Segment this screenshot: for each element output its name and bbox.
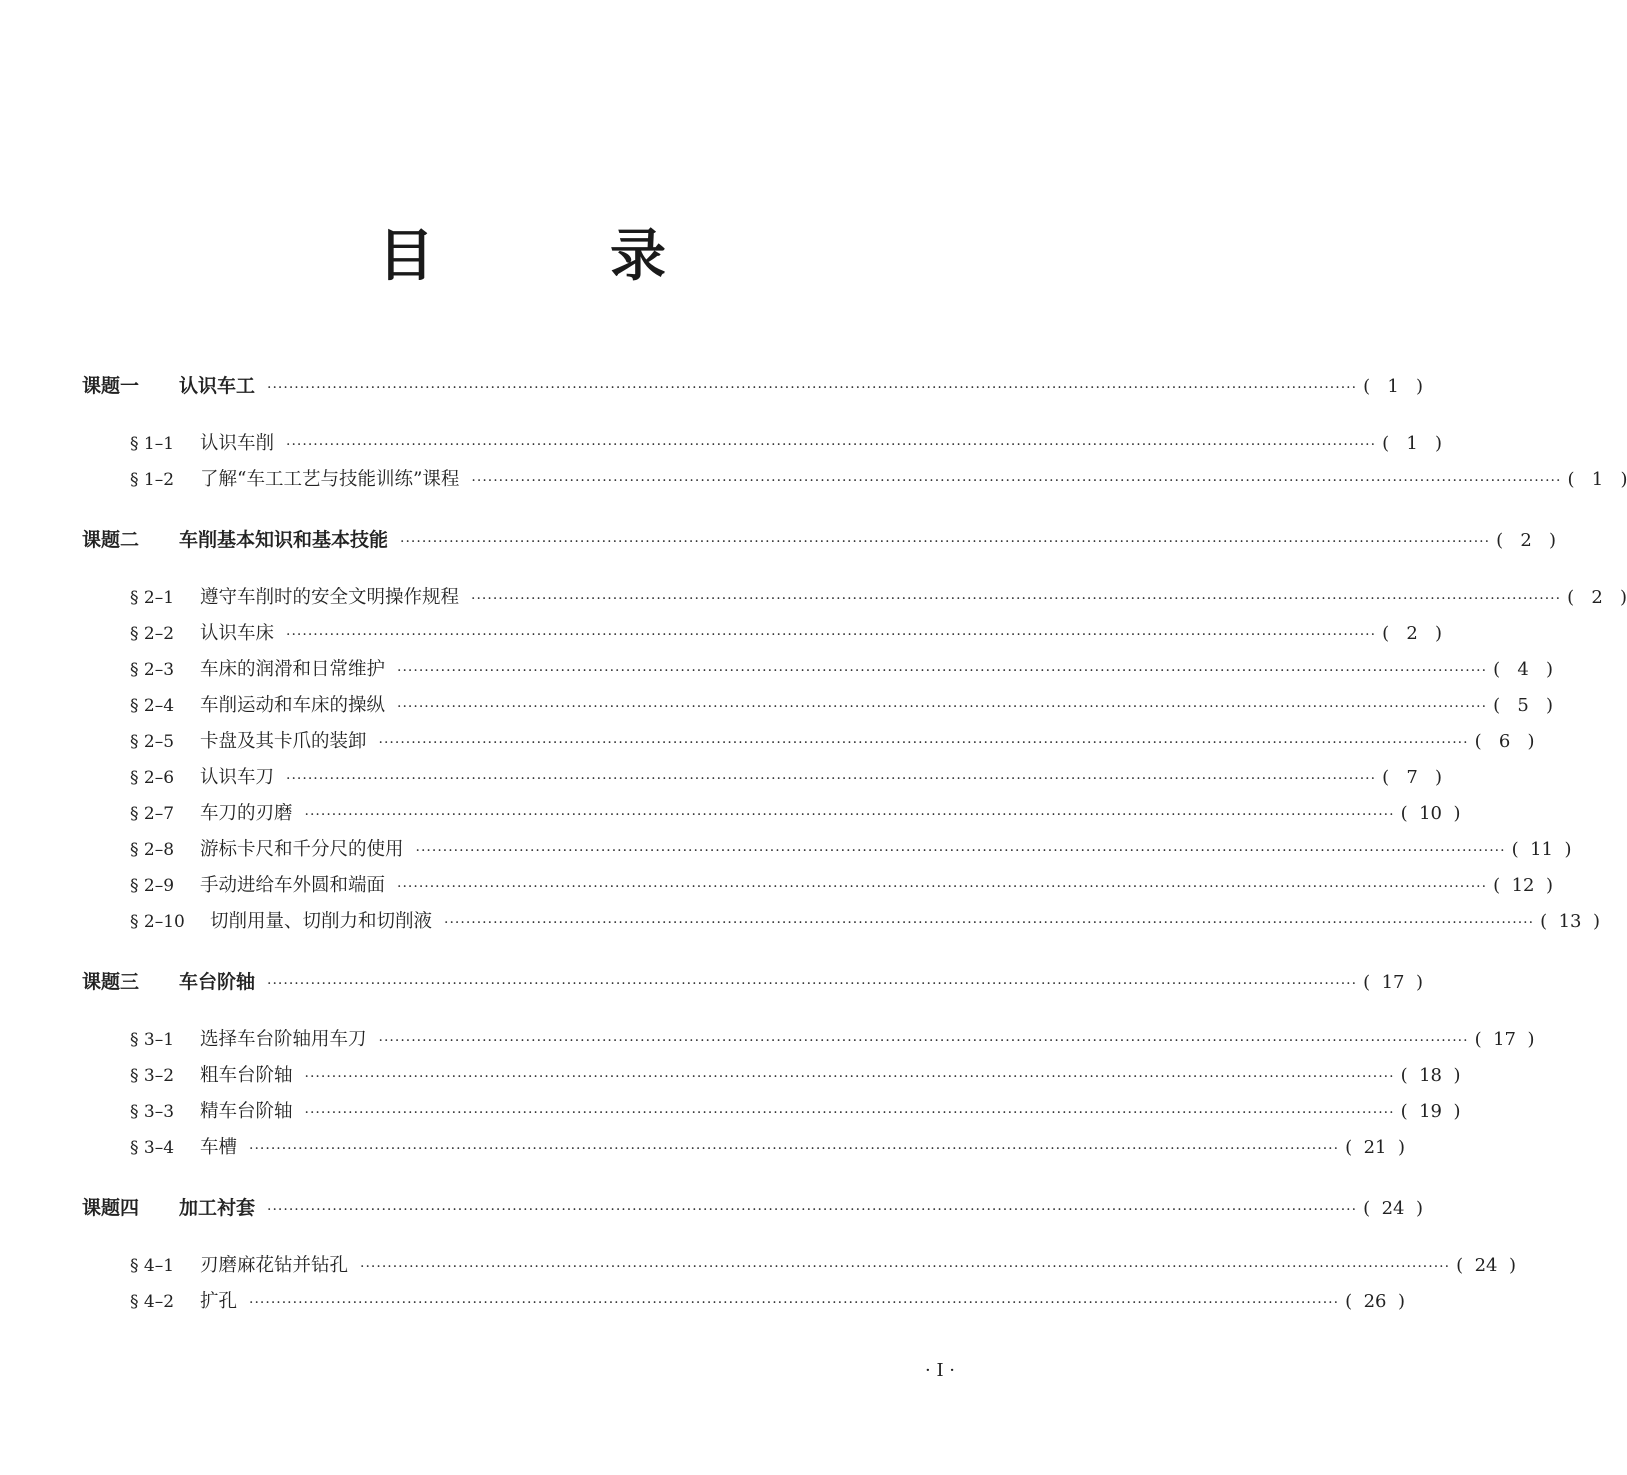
toc-section-entry[interactable] <box>82 1248 1517 1284</box>
dot-leader: ········································································································································································································ <box>304 807 1395 823</box>
dot-leader: ········································································································································································································ <box>397 699 1488 715</box>
page-number-value: 1 <box>1387 376 1399 397</box>
page-number-value: 26 <box>1363 1291 1387 1312</box>
toc-section-entry[interactable] <box>82 652 1554 688</box>
page-number-value: 11 <box>1530 839 1554 860</box>
chapter-title: 认识车工 <box>179 375 256 397</box>
page-number: ( 4 ) <box>1493 652 1553 688</box>
dot-leader: ········································································································································································································ <box>360 1259 1451 1275</box>
toc-chapter-entry[interactable] <box>82 1190 1424 1226</box>
dot-leader: ········································································································································································································ <box>249 1295 1340 1311</box>
page-number-value: 24 <box>1474 1255 1498 1276</box>
page-number-value: 18 <box>1419 1065 1443 1086</box>
section-title: 车刀的刃磨 <box>200 803 293 824</box>
section-number: § 3–3 <box>130 1102 175 1122</box>
dot-leader: ········································································································································································································ <box>471 591 1562 607</box>
section-number: § 2–10 <box>130 912 185 932</box>
page-number-value: 4 <box>1517 659 1529 680</box>
page-number: ( 17 ) <box>1363 965 1423 1001</box>
section-title: 扩孔 <box>200 1291 238 1312</box>
section-title: 切削用量、切削力和切削液 <box>210 911 433 932</box>
dot-leader: ········································································································································································································ <box>286 771 1377 787</box>
section-title: 粗车台阶轴 <box>200 1065 293 1086</box>
toc-section-entry[interactable] <box>82 760 1443 796</box>
dot-leader: ········································································································································································································ <box>397 879 1488 895</box>
toc-section-entry[interactable] <box>82 1094 1461 1130</box>
dot-leader: ········································································································································································································ <box>415 843 1506 859</box>
page-number: ( 5 ) <box>1493 688 1553 724</box>
section-title: 认识车床 <box>200 623 275 644</box>
page-number-value: 7 <box>1406 767 1418 788</box>
page-number-value: 1 <box>1406 433 1418 454</box>
page-number-value: 2 <box>1406 623 1418 644</box>
section-number: § 1–2 <box>130 470 175 490</box>
section-number: § 2–1 <box>130 588 175 608</box>
page-number-value: 13 <box>1558 911 1582 932</box>
page-folio: · I · <box>925 1360 955 1381</box>
page-number: ( 1 ) <box>1567 462 1627 498</box>
page-number-value: 17 <box>1381 972 1405 993</box>
page-number: ( 1 ) <box>1382 426 1442 462</box>
page-number-value: 1 <box>1591 469 1604 490</box>
page-number: ( 2 ) <box>1382 616 1442 652</box>
page-number: ( 11 ) <box>1512 832 1572 868</box>
section-number: § 4–2 <box>130 1292 175 1312</box>
page-number-value: 10 <box>1419 803 1443 824</box>
dot-leader: ········································································································································································································ <box>378 1033 1469 1049</box>
dot-leader: ········································································································································································································ <box>304 1069 1395 1085</box>
page-number: ( 2 ) <box>1567 580 1627 616</box>
page-number: ( 18 ) <box>1401 1058 1461 1094</box>
toc-section-entry[interactable] <box>82 1058 1461 1094</box>
page-number: ( 10 ) <box>1401 796 1461 832</box>
chapter-number: 课题三 <box>82 971 140 993</box>
chapter-number: 课题一 <box>82 375 140 397</box>
toc-section-entry[interactable] <box>82 724 1535 760</box>
chapter-title: 车削基本知识和基本技能 <box>179 529 389 551</box>
section-title: 认识车刀 <box>200 767 275 788</box>
toc-section-entry[interactable] <box>82 580 1627 616</box>
toc-chapter-entry[interactable] <box>82 522 1557 558</box>
toc-chapter-entry[interactable] <box>82 964 1424 1000</box>
dot-leader: ········································································································································································································ <box>444 915 1535 931</box>
page-number-value: 21 <box>1363 1137 1387 1158</box>
toc-section-entry[interactable] <box>82 1022 1535 1058</box>
toc-section-entry[interactable] <box>82 796 1461 832</box>
toc-section-entry[interactable] <box>82 868 1554 904</box>
page-number-value: 5 <box>1517 695 1529 716</box>
section-number: § 2–2 <box>130 624 175 644</box>
dot-leader: ········································································································································································································ <box>400 534 1491 550</box>
section-number: § 1–1 <box>130 434 175 454</box>
dot-leader: ········································································································································································································ <box>267 976 1358 992</box>
toc-chapter-entry[interactable] <box>82 368 1424 404</box>
section-title: 选择车台阶轴用车刀 <box>200 1029 367 1050</box>
section-number: § 3–2 <box>130 1066 175 1086</box>
page-number: ( 7 ) <box>1382 760 1442 796</box>
page-number: ( 21 ) <box>1345 1130 1405 1166</box>
dot-leader: ········································································································································································································ <box>286 627 1377 643</box>
page-title: 目 录 <box>378 224 726 289</box>
section-title: 游标卡尺和千分尺的使用 <box>200 839 404 860</box>
section-number: § 2–7 <box>130 804 175 824</box>
page-number: ( 26 ) <box>1345 1284 1405 1320</box>
page-number: ( 12 ) <box>1493 868 1553 904</box>
page-number-value: 17 <box>1493 1029 1517 1050</box>
page-number: ( 24 ) <box>1363 1191 1423 1227</box>
chapter-title: 加工衬套 <box>179 1197 256 1219</box>
section-number: § 4–1 <box>130 1256 175 1276</box>
section-number: § 2–5 <box>130 732 175 752</box>
page-number-value: 6 <box>1498 731 1511 752</box>
section-title: 精车台阶轴 <box>200 1101 293 1122</box>
table-of-contents <box>82 368 1627 1320</box>
dot-leader: ········································································································································································································ <box>249 1141 1340 1157</box>
page-number: ( 2 ) <box>1496 523 1556 559</box>
section-title: 车槽 <box>200 1137 238 1158</box>
section-title: 遵守车削时的安全文明操作规程 <box>200 587 460 608</box>
toc-section-entry[interactable] <box>82 688 1554 724</box>
section-number: § 2–6 <box>130 768 175 788</box>
section-number: § 2–8 <box>130 840 175 860</box>
page-number: ( 24 ) <box>1456 1248 1516 1284</box>
page-number-value: 19 <box>1419 1101 1443 1122</box>
chapter-number: 课题四 <box>82 1197 140 1219</box>
toc-section-entry[interactable] <box>82 426 1443 462</box>
toc-section-entry[interactable] <box>82 904 1601 940</box>
section-number: § 2–4 <box>130 696 175 716</box>
page-number-value: 2 <box>1591 587 1603 608</box>
dot-leader: ········································································································································································································ <box>397 663 1488 679</box>
section-title: 刃磨麻花钻并钻孔 <box>200 1255 349 1276</box>
section-title: 卡盘及其卡爪的装卸 <box>200 731 367 752</box>
page-number-value: 2 <box>1520 530 1532 551</box>
section-number: § 3–1 <box>130 1030 175 1050</box>
dot-leader: ········································································································································································································ <box>286 437 1377 453</box>
toc-section-entry[interactable] <box>82 832 1572 868</box>
section-title: 车削运动和车床的操纵 <box>200 695 386 716</box>
section-title: 车床的润滑和日常维护 <box>200 659 386 680</box>
section-title: 认识车削 <box>200 433 275 454</box>
page-number: ( 17 ) <box>1475 1022 1535 1058</box>
dot-leader: ········································································································································································································ <box>378 735 1469 751</box>
toc-section-entry[interactable] <box>82 1284 1406 1320</box>
chapter-title: 车台阶轴 <box>179 971 256 993</box>
page-number: ( 13 ) <box>1540 904 1600 940</box>
toc-section-entry[interactable] <box>82 616 1443 652</box>
section-title: 了解“车工工艺与技能训练”课程 <box>200 469 460 490</box>
section-title: 手动进给车外圆和端面 <box>200 875 386 896</box>
page-number: ( 1 ) <box>1363 369 1423 405</box>
page-number-value: 12 <box>1511 875 1535 896</box>
dot-leader: ········································································································································································································ <box>304 1105 1395 1121</box>
section-number: § 2–3 <box>130 660 175 680</box>
dot-leader: ········································································································································································································ <box>267 380 1358 396</box>
dot-leader: ········································································································································································································ <box>471 473 1562 489</box>
section-number: § 2–9 <box>130 876 175 896</box>
page-number: ( 19 ) <box>1401 1094 1461 1130</box>
page-number-value: 24 <box>1381 1198 1405 1219</box>
page-number: ( 6 ) <box>1475 724 1535 760</box>
section-number: § 3–4 <box>130 1138 175 1158</box>
toc-section-entry[interactable] <box>82 1130 1406 1166</box>
dot-leader: ········································································································································································································ <box>267 1202 1358 1218</box>
chapter-number: 课题二 <box>82 529 140 551</box>
toc-section-entry[interactable] <box>82 462 1627 498</box>
